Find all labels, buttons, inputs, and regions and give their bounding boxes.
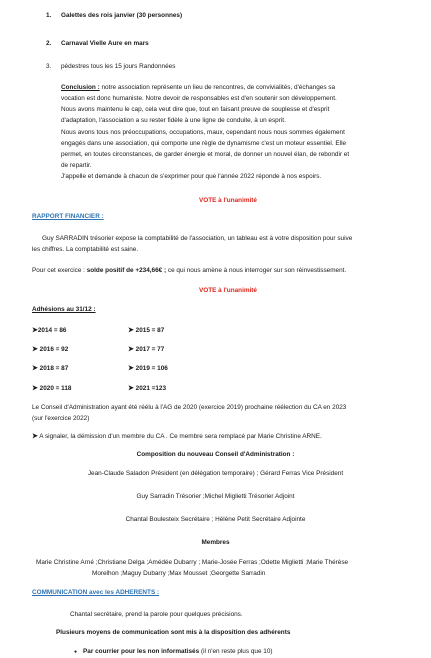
financier-text: les chiffres. La comptabilité est saine. — [32, 246, 139, 253]
financier-text: Guy SARRADIN trésorier expose la comptabilité de l'association, un tableau est à votre disposition pour suive — [42, 235, 353, 242]
composition-line: Chantal Boulesteix Secrétaire ; Hélène Petit Secrétaire Adjointe — [125, 516, 306, 523]
arrow-bullet-icon: ➤ — [128, 365, 134, 372]
conclusion-line: permet, en toutes circonstances, de garder énergie et moral, de donner un nouvel élan, de rebondir et — [61, 151, 350, 158]
arrow-bullet-icon: ➤ — [32, 365, 38, 372]
communication-bullet: ● Par courrier pour les non informatisés (il n'en reste plus que 10) — [74, 648, 273, 655]
adhesion-item: ➤ 2020 = 118 — [32, 385, 72, 392]
conclusion-line: Nous avons tous nos préoccupations, occupations, maux, cependant nous nous sommes également — [61, 129, 345, 136]
communication-text: Plusieurs moyens de communication sont mis à la disposition des adhérents — [56, 629, 291, 636]
vote-result: VOTE à l'unanimité — [199, 287, 257, 294]
conclusion-line: engagés dans une association, qui comporte une règle de dynamisme c'est un moteur essentiel. Elle — [61, 140, 347, 147]
list-number: 1. — [46, 12, 52, 19]
conseil-text: Le Conseil d'Administration ayant été réélu à l'AG de 2020 (exercice 2019) prochaine réélection du CA en 2023 — [32, 404, 347, 411]
composition-line: Jean-Claude Saladon Président (en délégation temporaire) ; Gérard Ferras Vice Président — [87, 470, 344, 477]
demission-line: ➤ A signaler, la démission d'un membre du CA . Ce membre sera remplacé par Marie Christine ARNE. — [32, 433, 322, 440]
conclusion-line: J'appelle et demande à chacun de s'exprimer pour que l'année 2022 réponde à nos espoirs. — [61, 173, 322, 180]
section-heading-communication: COMMUNICATION avec les ADHERENTS : — [32, 589, 160, 596]
event-item: pédestres tous les 15 jours Randonnées — [61, 63, 176, 70]
composition-title: Composition du nouveau Conseil d'Administration : — [136, 451, 295, 458]
communication-text: Chantal secrétaire, prend la parole pour quelques précisions. — [70, 611, 243, 618]
event-item: Galettes des rois janvier (30 personnes) — [61, 12, 183, 19]
arrow-bullet-icon: ➤ — [128, 385, 134, 392]
list-number: 2. — [46, 40, 52, 47]
section-heading-financier: RAPPORT FINANCIER : — [32, 213, 104, 220]
composition-line: Guy Sarradin Trésorier ;Michel Miglietti Trésorier Adjoint — [136, 493, 295, 500]
membres-line: Morelhon ;Maguy Dubarry ;Max Mousset ;Georgette Sarradin — [92, 570, 266, 577]
adhesion-item: ➤ 2018 = 87 — [32, 365, 69, 372]
adhesion-item: ➤ 2019 = 106 — [128, 365, 168, 372]
adhesion-item: ➤2014 = 86 — [32, 327, 67, 334]
event-item: Carnaval Vielle Aure en mars — [61, 40, 149, 47]
conclusion-line-1: Conclusion : notre association représente un lieu de rencontres, de convivialités, d'échanges sa — [61, 84, 336, 91]
bullet-icon: ● — [74, 649, 78, 655]
arrow-bullet-icon: ➤ — [32, 385, 38, 392]
exercice-line: Pour cet exercice : solde positif de +234,66€ ; ce qui nous amène à nous interroger sur son réinvestissement. — [32, 267, 347, 274]
arrow-bullet-icon: ➤ — [32, 327, 38, 334]
conclusion-line: Nous avons maintenu le cap, cela veut dire que, tout en faisant preuve de souplesse et d'esprit — [61, 106, 330, 113]
list-number: 3. — [46, 63, 52, 70]
adhesion-item: ➤ 2016 = 92 — [32, 346, 69, 353]
arrow-bullet-icon: ➤ — [32, 433, 38, 440]
solde-value: solde positif de +234,66€ ; — [86, 267, 167, 274]
adhesions-heading: Adhésions au 31/12 : — [32, 306, 96, 313]
arrow-bullet-icon: ➤ — [128, 346, 134, 353]
membres-title: Membres — [201, 539, 230, 546]
conclusion-line: de repartir. — [61, 162, 92, 169]
conclusion-line: d'adaptation, l'association a su rester fidèle à une ligne de conduite, à un esprit. — [61, 117, 286, 124]
conclusion-line: vocation est donc humaniste. Notre devoir de responsables est d'en soutenir son développement. — [61, 95, 337, 102]
adhesion-item: ➤ 2017 = 77 — [128, 346, 165, 353]
adhesion-item: ➤ 2021 =123 — [128, 385, 167, 392]
arrow-bullet-icon: ➤ — [32, 346, 38, 353]
conseil-text: (sur l'exercice 2022) — [32, 415, 90, 422]
membres-line: Marie Christine Arné ;Christiane Delga ;Amédée Dubarry ; Marie-Josée Ferras ;Odette Miglietti ;Marie Thérèse — [36, 559, 349, 566]
conclusion-label: Conclusion : — [61, 84, 100, 91]
adhesion-item: ➤ 2015 = 87 — [128, 327, 165, 334]
vote-result: VOTE à l'unanimité — [199, 197, 257, 204]
arrow-bullet-icon: ➤ — [128, 327, 134, 334]
